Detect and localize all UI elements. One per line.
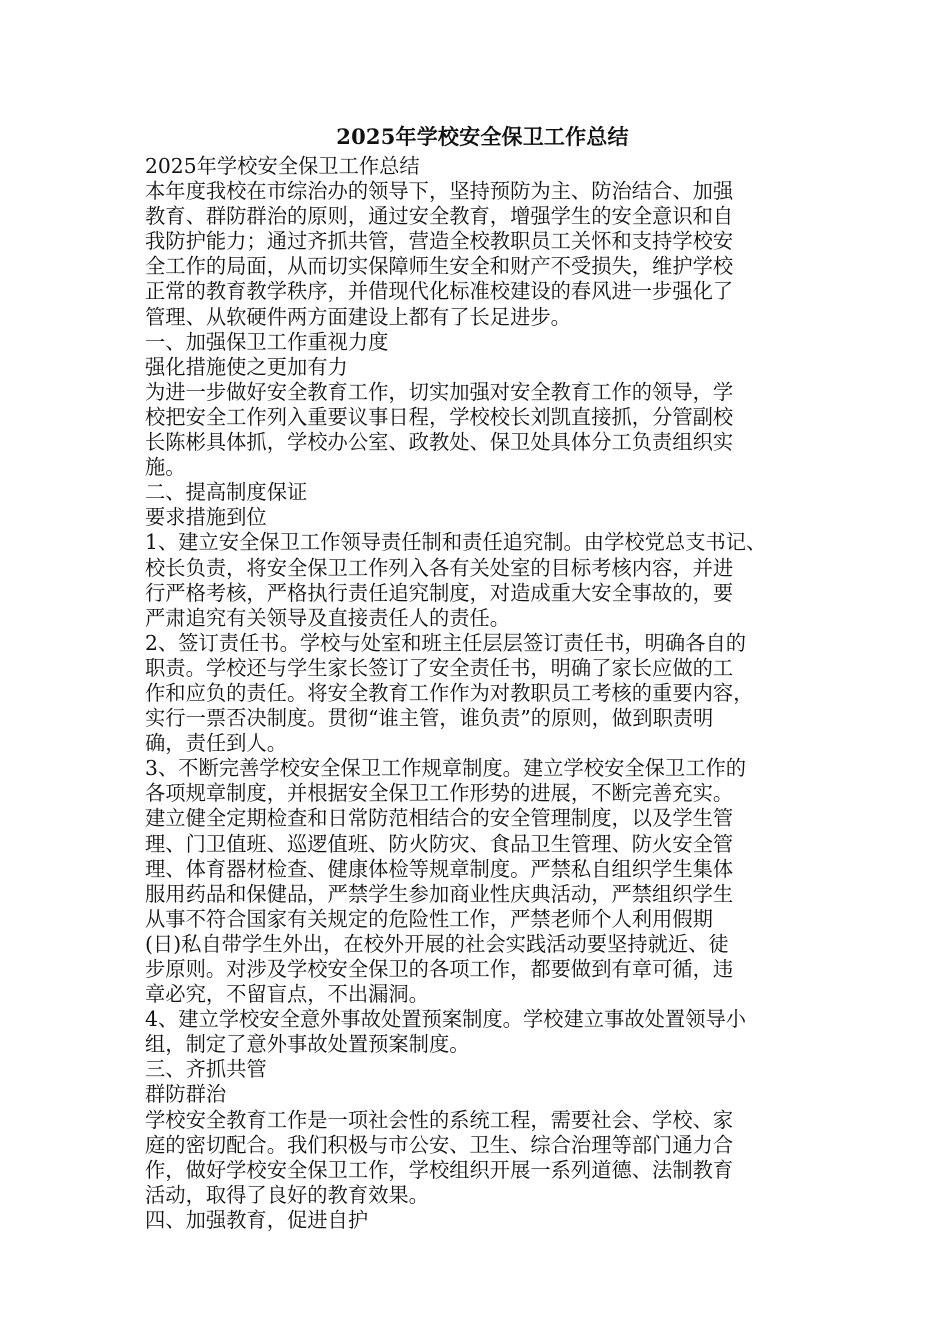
text-line: 一、加强保卫工作重视力度 xyxy=(145,329,389,354)
text-line: 严肃追究有关领导及直接责任人的责任。 xyxy=(145,605,511,630)
text-line: 全工作的局面，从而切实保障师生安全和财产不受损失，维护学校 xyxy=(145,254,734,279)
text-line: 1、建立安全保卫工作领导责任制和责任追究制。由学校党总支书记、 xyxy=(145,530,767,555)
text-line: 为进一步做好安全教育工作，切实加强对安全教育工作的领导，学 xyxy=(145,379,734,404)
text-line: 理、体育器材检查、健康体检等规章制度。严禁私自组织学生集体 xyxy=(145,856,734,881)
text-line: 活动，取得了良好的教育效果。 xyxy=(145,1182,429,1207)
text-line: 行严格考核，严格执行责任追究制度，对造成重大安全事故的，要 xyxy=(145,580,734,605)
text-line: 服用药品和保健品，严禁学生参加商业性庆典活动，严禁组织学生 xyxy=(145,881,734,906)
text-line: 管理、从软硬件两方面建设上都有了长足进步。 xyxy=(145,304,571,329)
text-line: 理、门卫值班、巡逻值班、防火防灾、食品卫生管理、防火安全管 xyxy=(145,831,734,856)
text-line: 职责。学校还与学生家长签订了安全责任书，明确了家长应做的工 xyxy=(145,655,734,680)
text-line: 要求措施到位 xyxy=(145,505,267,530)
text-line: 学校安全教育工作是一项社会性的系统工程，需要社会、学校、家 xyxy=(145,1107,734,1132)
text-line: 二、提高制度保证 xyxy=(145,480,308,505)
text-line: 正常的教育教学秩序，并借现代化标准校建设的春风进一步强化了 xyxy=(145,279,734,304)
text-line: 2、签订责任书。学校与处室和班主任层层签订责任书，明确各自的 xyxy=(145,630,747,655)
document-title: 2025年学校安全保卫工作总结 xyxy=(336,124,629,149)
text-line: 从事不符合国家有关规定的危险性工作，严禁老师个人利用假期 xyxy=(145,906,713,931)
text-line: 我防护能力；通过齐抓共管，营造全校教职员工关怀和支持学校安 xyxy=(145,229,734,254)
text-line: 校把安全工作列入重要议事日程，学校校长刘凯直接抓，分管副校 xyxy=(145,404,734,429)
text-line: 校长负责，将安全保卫工作列入各有关处室的目标考核内容，并进 xyxy=(145,555,734,580)
document-body xyxy=(145,122,805,1233)
text-line: 章必究，不留盲点，不出漏洞。 xyxy=(145,982,429,1007)
text-line: 施。 xyxy=(145,455,186,480)
text-line: 步原则。对涉及学校安全保卫的各项工作，都要做到有章可循，违 xyxy=(145,957,734,981)
text-line: 各项规章制度，并根据安全保卫工作形势的进展，不断完善充实。 xyxy=(145,781,734,806)
text-line: 2025年学校安全保卫工作总结 xyxy=(145,154,420,178)
text-line: 本年度我校在市综治办的领导下，坚持预防为主、防治结合、加强 xyxy=(145,179,734,204)
text-line: 群防群治 xyxy=(145,1082,227,1107)
text-line: 教育、群防群治的原则，通过安全教育，增强学生的安全意识和自 xyxy=(145,204,734,229)
text-line: (日)私自带学生外出，在校外开展的社会实践活动要坚持就近、徒 xyxy=(145,931,729,956)
text-line: 长陈彬具体抓，学校办公室、政教处、保卫处具体分工负责组织实 xyxy=(145,430,734,455)
text-line: 建立健全定期检查和日常防范相结合的安全管理制度，以及学生管 xyxy=(145,806,734,831)
text-line: 作，做好学校安全保卫工作，学校组织开展一系列道德、法制教育 xyxy=(145,1157,734,1182)
text-line: 强化措施使之更加有力 xyxy=(145,354,348,379)
document-lines xyxy=(145,154,805,1233)
text-line: 庭的密切配合。我们积极与市公安、卫生、综合治理等部门通力合 xyxy=(145,1132,734,1157)
text-line: 组，制定了意外事故处置预案制度。 xyxy=(145,1032,470,1057)
text-line: 4、建立学校安全意外事故处置预案制度。学校建立事故处置领导小 xyxy=(145,1007,747,1032)
text-line: 三、齐抓共管 xyxy=(145,1057,267,1082)
text-line: 确，责任到人。 xyxy=(145,731,287,756)
text-line: 作和应负的责任。将安全教育工作作为对教职员工考核的重要内容， xyxy=(145,680,754,705)
text-line: 实行一票否决制度。贯彻“谁主管，谁负责”的原则，做到职责明 xyxy=(145,706,714,731)
text-line: 四、加强教育，促进自护 xyxy=(145,1207,369,1232)
text-line: 3、不断完善学校安全保卫工作规章制度。建立学校安全保卫工作的 xyxy=(145,756,747,781)
